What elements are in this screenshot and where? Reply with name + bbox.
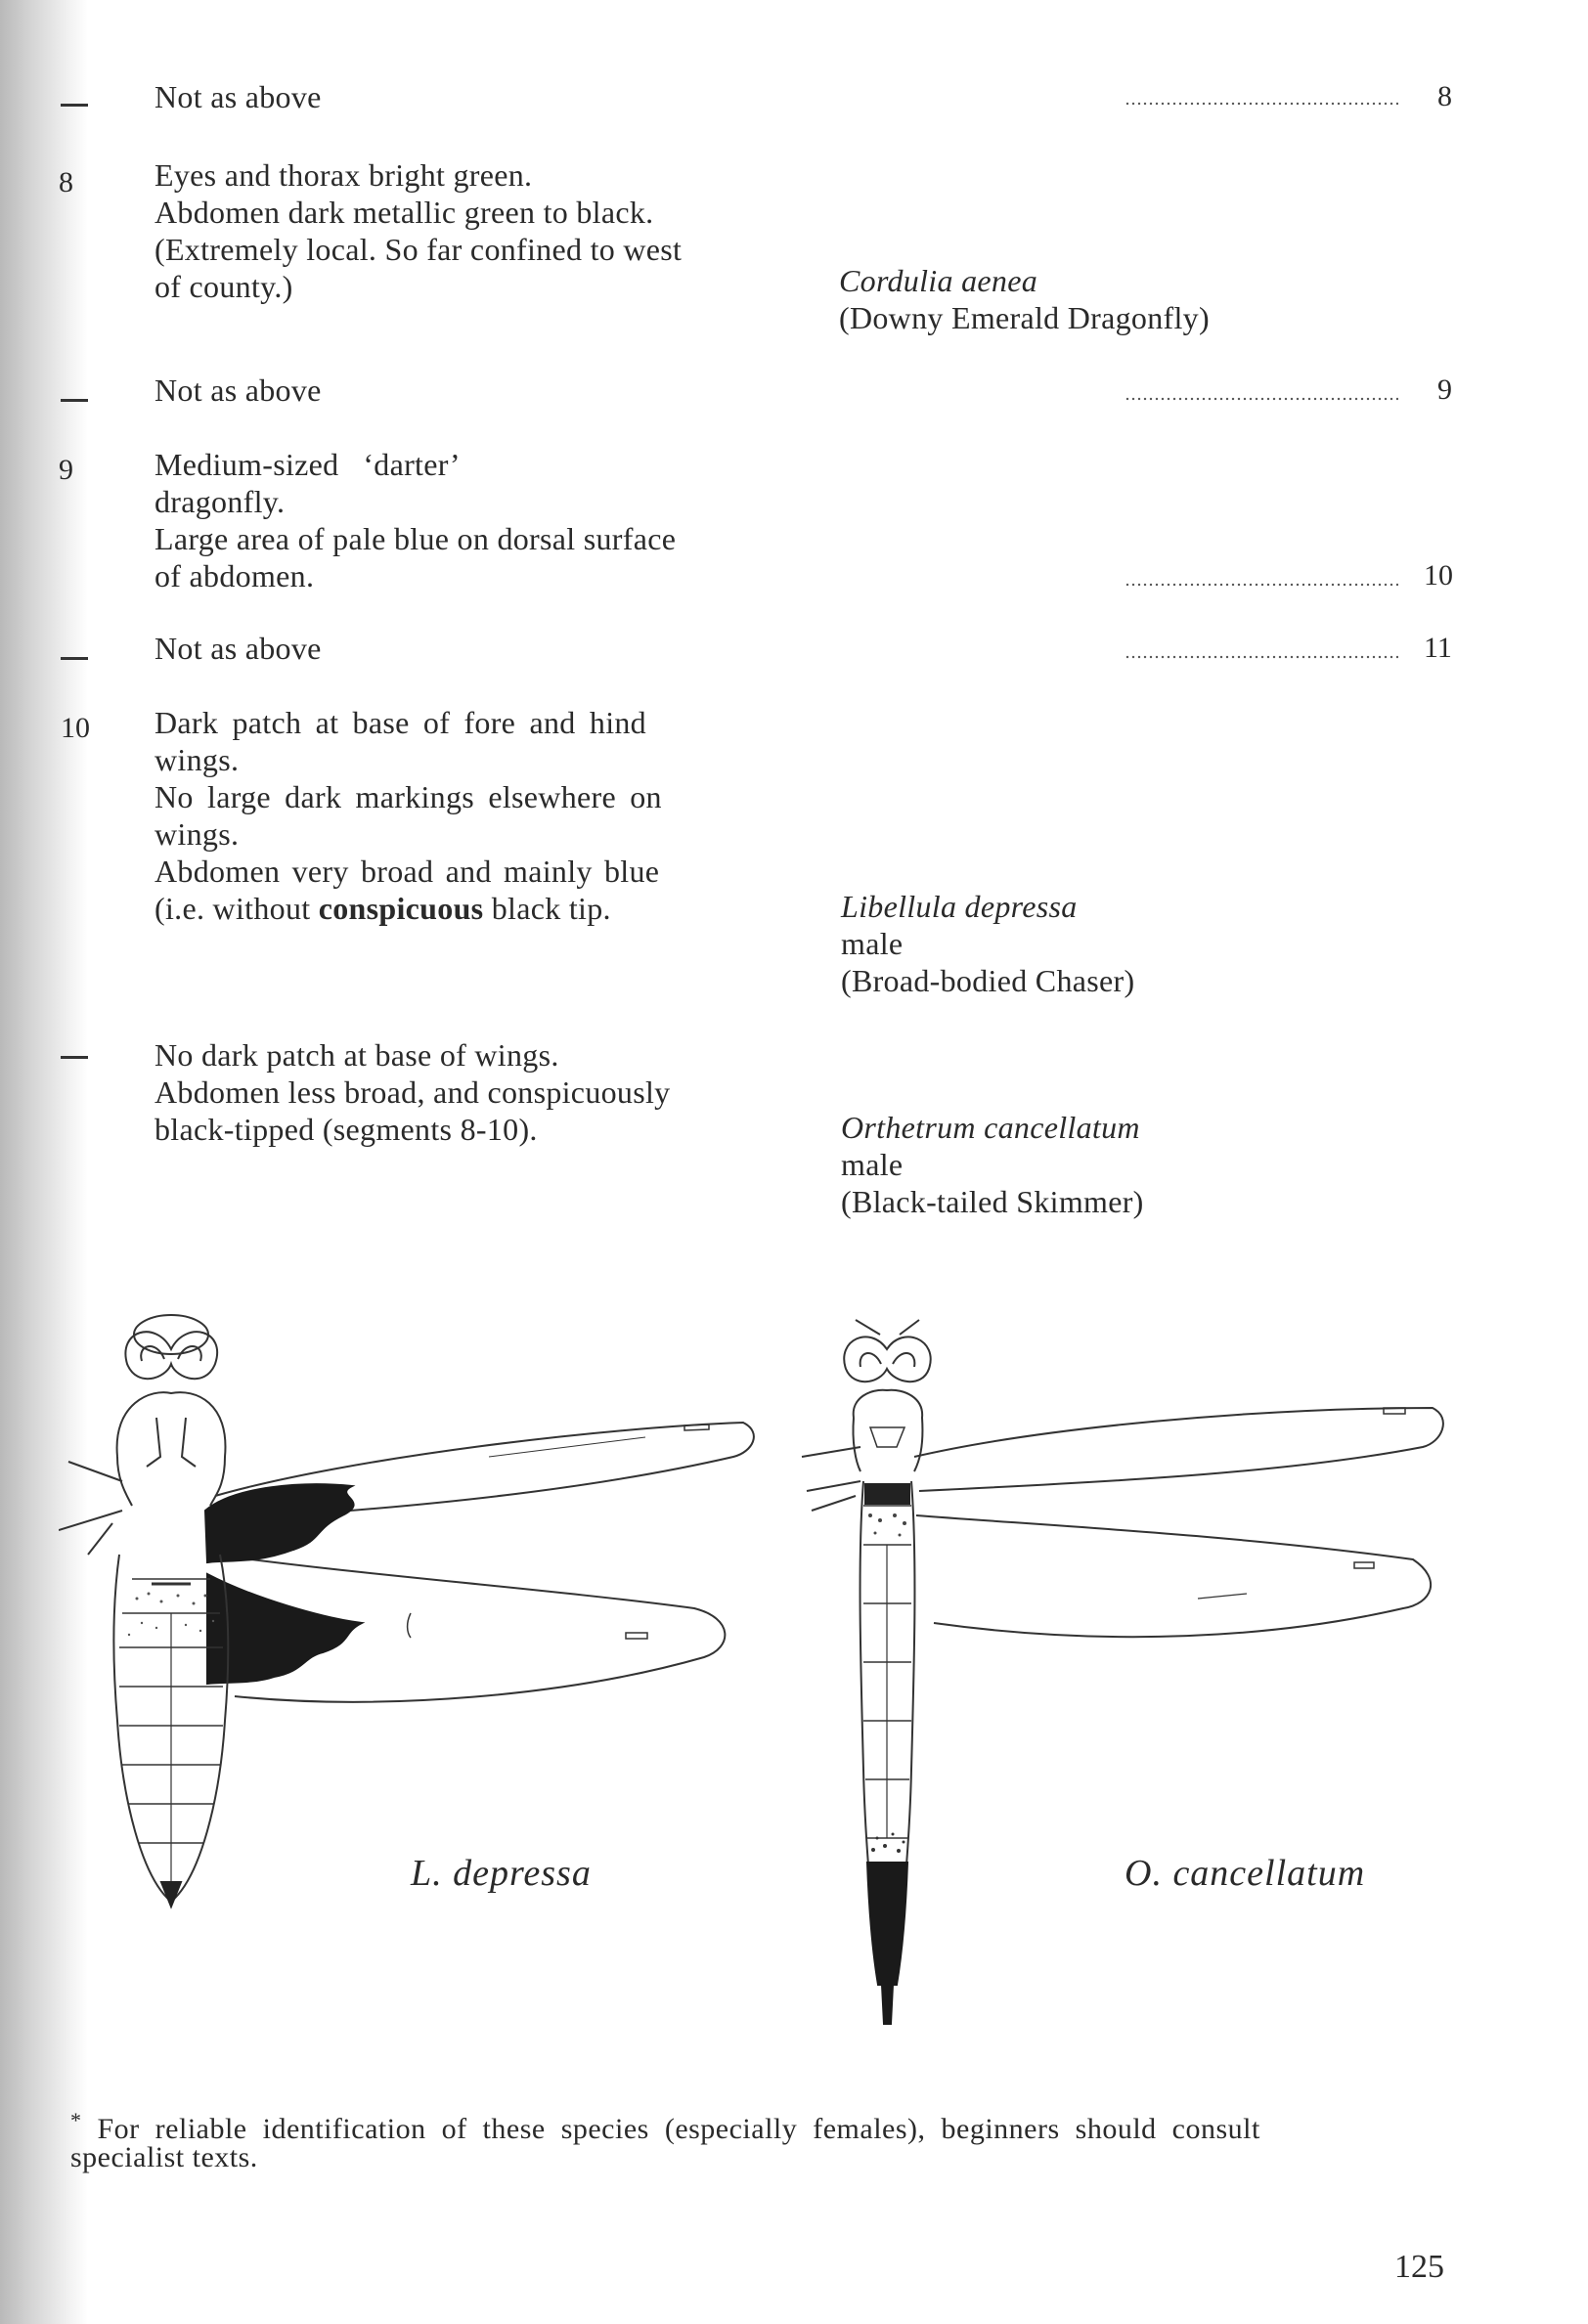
couplet-number: 8 — [59, 166, 73, 198]
couplet-text: of abdomen. — [154, 558, 315, 593]
leader-dots — [1125, 655, 1398, 659]
couplet-dash — [61, 657, 88, 660]
figure-caption-left: L. depressa — [411, 1853, 592, 1894]
couplet-text: Abdomen dark metallic green to black. — [154, 195, 654, 230]
couplet-text: No dark patch at base of wings. — [154, 1037, 559, 1073]
couplet-text: (i.e. without — [154, 891, 319, 926]
couplet-text: black tip. — [483, 891, 611, 926]
common-name: (Downy Emerald Dragonfly) — [839, 300, 1210, 335]
couplet-text: Abdomen less broad, and conspicuously — [154, 1074, 671, 1110]
couplet-text: Large area of pale blue on dorsal surface — [154, 521, 677, 556]
couplet-text: Dark patch at base of fore and hind — [154, 705, 646, 740]
species-sex: male — [841, 926, 904, 961]
figure-caption-right: O. cancellatum — [1125, 1853, 1366, 1894]
couplet-text: (Extremely local. So far confined to west — [154, 232, 683, 267]
couplet-dash — [61, 104, 88, 107]
couplet-text: Eyes and thorax bright green. — [154, 157, 533, 193]
couplet-text-with-emphasis — [154, 890, 611, 927]
emphasis-text: conspicuous — [318, 891, 484, 926]
page-binding-shadow — [0, 0, 88, 2324]
leader-dots — [1125, 397, 1398, 401]
couplet-dash — [61, 399, 88, 402]
species-name: Libellula depressa — [841, 889, 1078, 924]
lead-number: 11 — [1424, 632, 1452, 664]
couplet-text: Abdomen very broad and mainly blue — [154, 854, 660, 889]
couplet-text: Not as above — [154, 373, 322, 408]
species-name: Cordulia aenea — [839, 263, 1037, 298]
footnote-line-2: specialist texts. — [70, 2141, 258, 2173]
footnote-text: For reliable identification of these species (especially females), beginners should consult — [97, 2113, 1260, 2145]
footnote-marker: * — [70, 2108, 82, 2132]
leader-dots — [1125, 583, 1398, 587]
orthetrum-cancellatum-illustration — [787, 1310, 1472, 2043]
couplet-number: 9 — [59, 454, 73, 486]
couplet-text: Medium-sized ‘darter’ — [154, 447, 461, 482]
couplet-dash — [61, 1056, 88, 1059]
lead-number: 8 — [1437, 80, 1452, 112]
couplet-number: 10 — [61, 712, 90, 744]
common-name: (Broad-bodied Chaser) — [841, 963, 1135, 998]
couplet-text: wings. — [154, 816, 240, 852]
couplet-text: wings. — [154, 742, 240, 777]
couplet-text: Not as above — [154, 631, 322, 666]
lead-number: 9 — [1437, 373, 1452, 406]
couplet-text: No large dark markings elsewhere on — [154, 779, 662, 814]
species-sex: male — [841, 1147, 904, 1182]
common-name: (Black-tailed Skimmer) — [841, 1184, 1144, 1219]
couplet-text: black-tipped (segments 8-10). — [154, 1112, 538, 1147]
lead-number: 10 — [1424, 559, 1453, 592]
couplet-text: dragonfly. — [154, 484, 286, 519]
couplet-text: of county.) — [154, 269, 293, 304]
couplet-text: Not as above — [154, 79, 322, 114]
leader-dots — [1125, 102, 1398, 106]
species-name: Orthetrum cancellatum — [841, 1110, 1140, 1145]
page-number: 125 — [1394, 2249, 1444, 2285]
